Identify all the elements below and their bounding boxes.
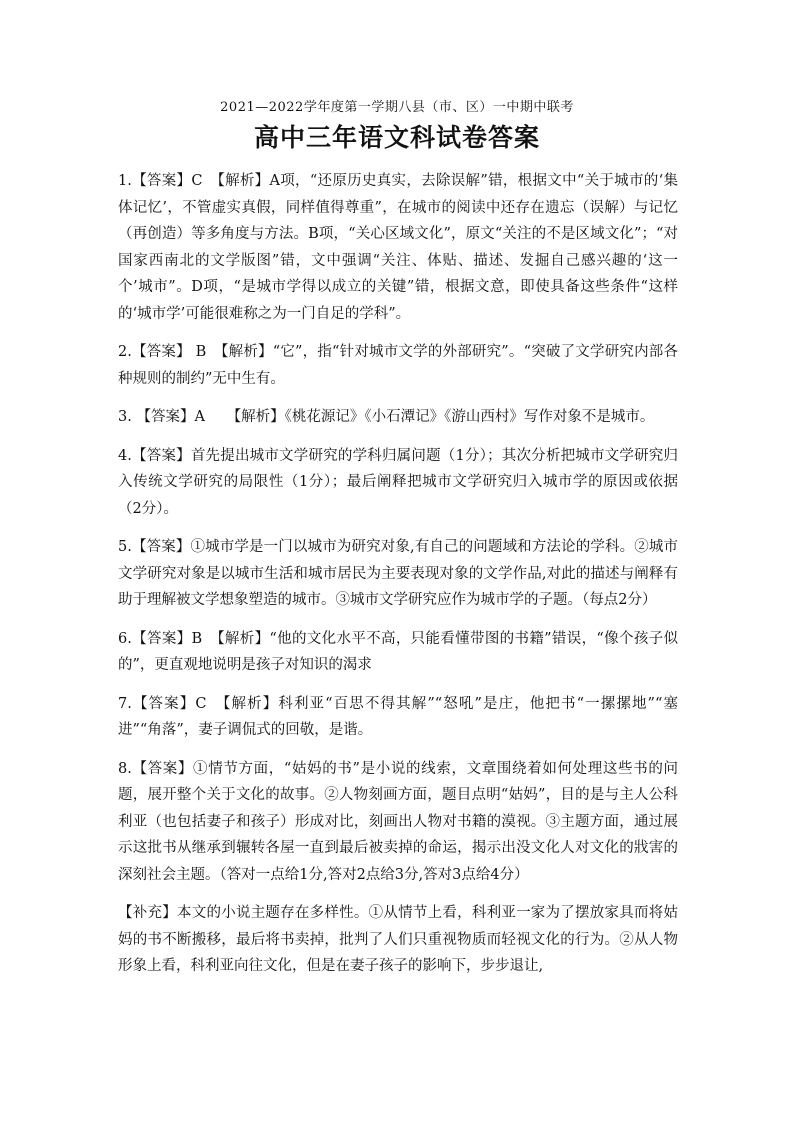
answer-7: 7.【答案】C 【解析】科利亚“百思不得其解”“怒吼”是庄，他把书“一摞摞地”“塞进”“角落”，妻子调侃式的回敬，是谐。 [118, 695, 678, 738]
answer-3: 3. 【答案】A 【解析】《桃花源记》《小石潭记》《游山西村》写作对象不是城市。 [118, 409, 655, 425]
answer-6: 6.【答案】B 【解析】“他的文化水平不高，只能看懂带图的书籍”错误，“像个孩子似的”，更直观地说明是孩子对知识的渴求 [118, 630, 678, 673]
answer-2: 2.【答案】 B 【解析】“它”，指“针对城市文学的外部研究”。“突破了文学研究内部各种规则的制约”无中生有。 [118, 344, 678, 387]
answer-5: 5.【答案】①城市学是一门以城市为研究对象,有自己的问题域和方法论的学科。②城市文学研究对象是以城市生活和城市居民为主要表现对象的文学作品,对此的描述与阐释有助于理解被文学想象塑造的城市。③城市文学研究应作为城市学的子题。（每点2分） [118, 539, 678, 608]
supplement-note: 【补充】本文的小说主题存在多样性。①从情节上看，科利亚一家为了摆放家具而将姑妈的书不断搬移，最后将书卖掉，批判了人们只重视物质而轻视文化的行为。②从人物形象上看，科利亚向往文化，但是在妻子孩子的影响下，步步退让, [118, 905, 678, 974]
answer-list [118, 168, 678, 992]
page-title: 高中三年语文科试卷答案 [253, 123, 540, 152]
answer-1: 1.【答案】C 【解析】A项，“还原历史真实，去除误解”错，根据文中“关于城市的‘集体记忆’，不管虚实真假，同样值得尊重”，在城市的阅读中还存在遗忘（误解）与记忆（再创造）等多角度与方法。B项，“关心区域文化”，原文“关注的不是区域文化”；“对国家西南北的文学版图”错，文中强调“关注、体贴、描述、发掘自己感兴趣的‘这一个’城市”。D项，“是城市学得以成立的关键”错，根据文意，即使具备这些条件“这样的‘城市学’可能很难称之为一门自足的学科”。 [118, 173, 678, 322]
answer-8: 8.【答案】①情节方面，“姑妈的书”是小说的线索，文章围绕着如何处理这些书的问题，展开整个关于文化的故事。②人物刻画方面，题目点明“姑妈”，目的是与主人公科利亚（也包括妻子和孩子）形成对比，刻画出人物对书籍的漠视。③主题方面，通过展示这批书从继承到辗转各屋一直到最后被卖掉的命运，揭示出没文化人对文化的戕害的深刻社会主题。（答对一点给1分,答对2点给3分,答对3点给4分） [118, 760, 678, 883]
answer-4: 4.【答案】首先提出城市文学研究的学科归属问题（1分）；其次分析把城市文学研究归入传统文学研究的局限性（1分）；最后阐释把城市文学研究归入城市学的原因或依据（2分）。 [118, 447, 678, 517]
exam-header: 2021—2022学年度第一学期八县（市、区）一中期中联考 [220, 100, 574, 115]
